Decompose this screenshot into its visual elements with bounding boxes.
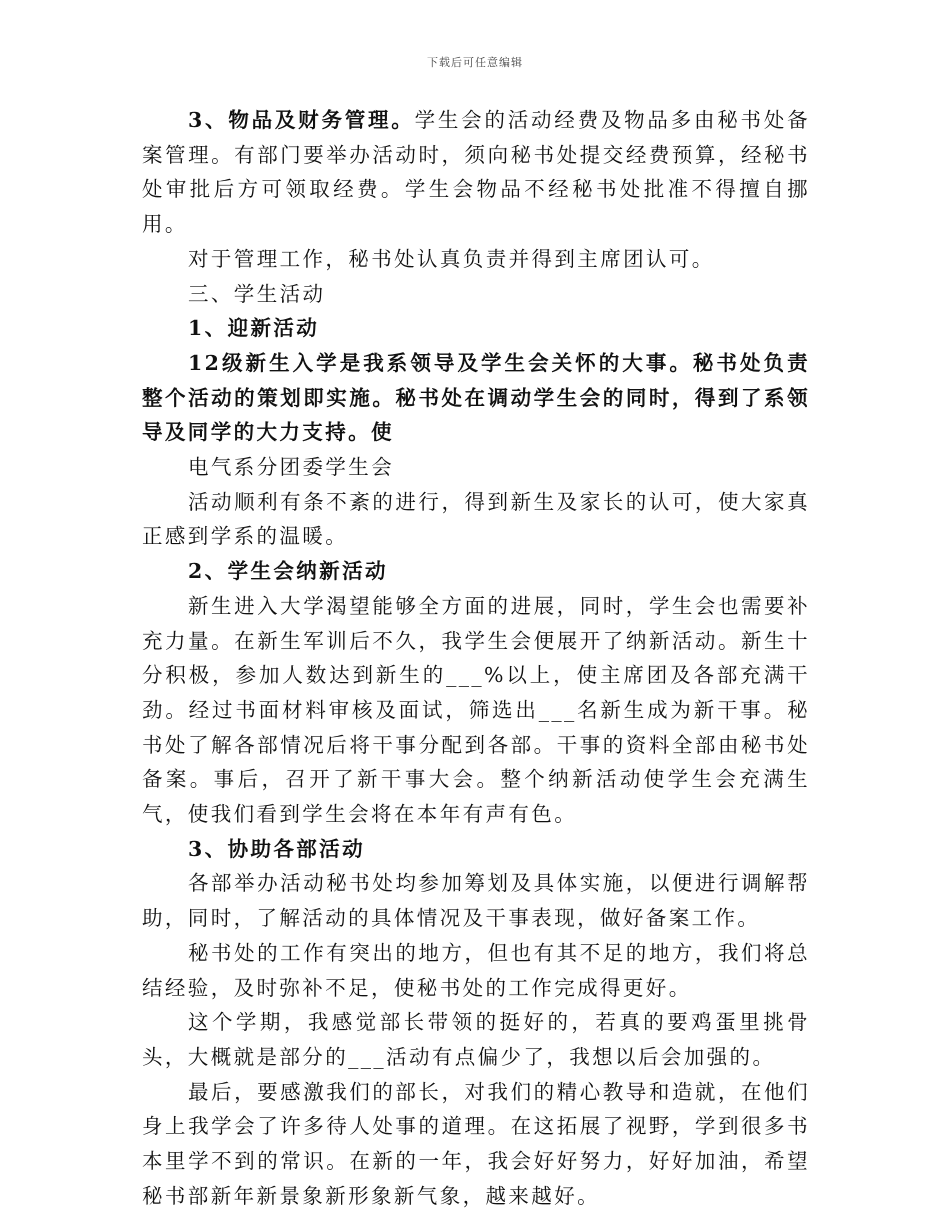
paragraph-text: 学生会的活动经费及物品多由秘书处备案管理。有部门要举办活动时，须向秘书处提交经费预算，经秘书处审批后方可领取经费。学生会物品不经秘书处批准不得擅自挪用。 (142, 108, 810, 237)
paragraph-finance-management (142, 103, 810, 242)
paragraph-summary-shortcomings: 秘书处的工作有突出的地方，但也有其不足的地方，我们将总结经验，及时弥补不足，使秘书处的工作完成得更好。 (142, 940, 810, 1000)
paragraph-welcome-activity: 12级新生入学是我系领导及学生会关怀的大事。秘书处负责整个活动的策划即实施。秘书处在调动学生会的同时，得到了系领导及同学的大力支持。使 (142, 350, 810, 445)
subheading-recruitment-activity: 2、学生会纳新活动 (188, 559, 388, 584)
paragraph-assist-departments: 各部举办活动秘书处均参加筹划及具体实施，以便进行调解帮助，同时，了解活动的具体情况及干事表现，做好备案工作。 (142, 871, 810, 931)
paragraph-semester-review: 这个学期，我感觉部长带领的挺好的，若真的要鸡蛋里挑骨头，大概就是部分的___活动有点偏少了，我想以后会加强的。 (142, 1010, 810, 1069)
paragraph-closing-thanks: 最后，要感激我们的部长，对我们的精心教导和造就，在他们身上我学会了许多待人处事的道理。在这拓展了视野，学到很多书本里学不到的常识。在新的一年，我会好好努力，好好加油，希望秘书部新年新景象新形象新气象，越来越好。 (142, 1079, 810, 1208)
paragraph-heading: 3、物品及财务管理。 (188, 108, 415, 132)
paragraph-organization-name: 电气系分团委学生会 (188, 455, 395, 480)
paragraph-management-summary: 对于管理工作，秘书处认真负责并得到主席团认可。 (188, 246, 715, 271)
subheading-assist-departments: 3、协助各部活动 (188, 836, 365, 861)
document-body (142, 103, 810, 1214)
section-heading-student-activities: 三、学生活动 (188, 281, 326, 306)
page-header: 下载后可任意编辑 (427, 56, 523, 69)
paragraph-recruitment-activity: 新生进入大学渴望能够全方面的进展，同时，学生会也需要补充力量。在新生军训后不久，我学生会便展开了纳新活动。新生十分积极，参加人数达到新生的___%以上，使主席团及各部充满干劲。经过书面材料审核及面试，筛选出___名新生成为新干事。秘书处了解各部情况后将干事分配到各部。干事的资料全部由秘书处备案。事后，召开了新干事大会。整个纳新活动使学生会充满生气，使我们看到学生会将在本年有声有色。 (142, 593, 810, 827)
paragraph-activity-result: 活动顺利有条不紊的进行，得到新生及家长的认可，使大家真正感到学系的温暖。 (142, 489, 810, 549)
subheading-welcome-activity: 1、迎新活动 (188, 316, 320, 341)
